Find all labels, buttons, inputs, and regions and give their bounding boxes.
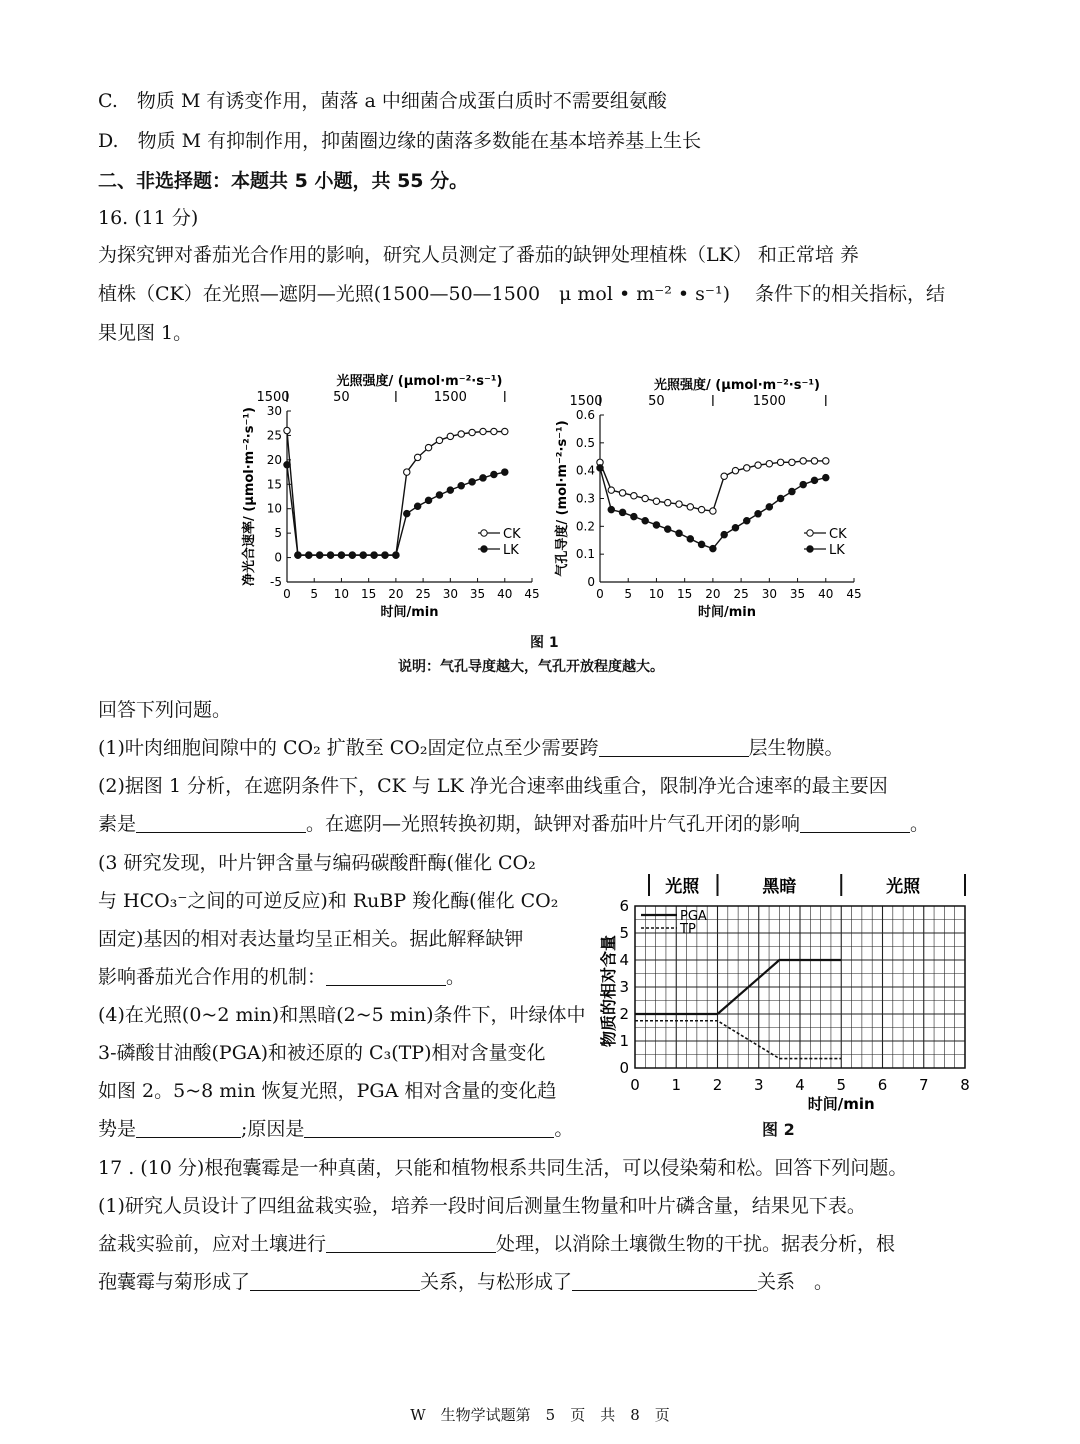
legend-label-ck: CK xyxy=(829,527,847,542)
q16-part4-line4 xyxy=(98,1116,573,1142)
x-tick-label: 15 xyxy=(361,587,377,601)
q17-line4-text-a: 孢囊霉与菊形成了 xyxy=(98,1271,251,1293)
data-point-ck xyxy=(777,459,783,465)
data-point-ck xyxy=(458,431,464,437)
q16-part2-blank2[interactable] xyxy=(800,812,910,833)
x-tick-label: 5 xyxy=(836,1076,847,1094)
y-tick-label: 0.2 xyxy=(575,519,595,534)
x-tick-label: 35 xyxy=(469,587,486,601)
data-point-lk xyxy=(687,536,693,542)
data-point-ck xyxy=(631,493,637,499)
legend-marker xyxy=(481,530,487,536)
y-tick-label: 15 xyxy=(266,477,282,492)
data-point-ck xyxy=(676,501,682,507)
data-point-ck xyxy=(436,437,442,443)
y-axis-label: 气孔导度/ (mol·m⁻²·s⁻¹) xyxy=(555,420,570,577)
y-tick-label: 0.3 xyxy=(575,491,595,506)
q16-part2-text-a: 素是 xyxy=(98,813,137,835)
data-point-lk xyxy=(789,488,795,494)
data-point-lk xyxy=(316,552,322,558)
data-point-lk xyxy=(382,552,388,558)
q16-part4-line3: 如图 2。5~8 min 恢复光照，PGA 相对含量的变化趋 xyxy=(98,1080,557,1102)
y-tick-label: 0 xyxy=(587,575,595,589)
data-point-lk xyxy=(823,474,829,480)
data-point-ck xyxy=(744,465,750,471)
data-point-lk xyxy=(619,509,625,515)
option-c: C. 物质 M 有诱变作用，菌落 a 中细菌合成蛋白质时不需要组氨酸 xyxy=(98,90,667,112)
data-point-lk xyxy=(642,518,648,524)
q17-blank3[interactable] xyxy=(572,1270,757,1291)
legend-label-lk: LK xyxy=(829,543,845,558)
q16-part4-text-a: 势是 xyxy=(98,1118,137,1140)
x-tick-label: 25 xyxy=(415,587,431,601)
q16-part4-line1: (4)在光照(0~2 min)和黑暗(2~5 min)条件下，叶绿体中 xyxy=(98,1004,586,1026)
x-tick-label: 7 xyxy=(918,1076,929,1094)
q17-line4-text-c: 关系 。 xyxy=(757,1271,834,1293)
data-point-ck xyxy=(414,454,420,460)
data-point-lk xyxy=(800,481,806,487)
q16-part3-blank[interactable] xyxy=(326,965,446,986)
light-intensity-title: 光照强度/ (μmol·m⁻²·s⁻¹) xyxy=(654,378,820,393)
q16-part4-blank2[interactable] xyxy=(304,1117,554,1138)
q16-part2-line1: (2)据图 1 分析，在遮阴条件下，CK 与 LK 净光合速率曲线重合，限制净光合速率的最主要因 xyxy=(98,775,888,797)
data-point-ck xyxy=(755,462,761,468)
y-tick-label: 2 xyxy=(619,1005,629,1023)
x-tick-label: 5 xyxy=(310,587,319,601)
q16-part3-tail: 。 xyxy=(446,966,466,988)
x-tick-label: 30 xyxy=(442,587,458,601)
q16-part4-blank1[interactable] xyxy=(136,1117,241,1138)
y-tick-label: -5 xyxy=(270,575,282,589)
x-tick-label: 20 xyxy=(388,587,404,601)
q16-part3-line3: 固定)基因的相对表达量均呈正相关。据此解释缺钾 xyxy=(98,928,524,950)
phase-label: 光照 xyxy=(665,877,700,897)
q16-part2-text-c: 。 xyxy=(910,813,930,835)
data-point-ck xyxy=(404,469,410,475)
x-tick-label: 20 xyxy=(705,587,721,601)
q17-line4-text-b: 关系，与松形成了 xyxy=(420,1271,573,1293)
y-tick-label: 3 xyxy=(619,978,629,996)
x-tick-label: 0 xyxy=(283,587,291,601)
figure2-caption: 图 2 xyxy=(762,1120,795,1139)
x-tick-label: 10 xyxy=(333,587,350,601)
q16-part3-line1: (3 研究发现，叶片钾含量与编码碳酸酐酶(催化 CO₂ xyxy=(98,852,536,874)
y-tick-label: 0 xyxy=(619,1059,629,1077)
data-point-ck xyxy=(766,461,772,467)
data-point-ck xyxy=(502,428,508,434)
y-tick-label: 0.4 xyxy=(575,463,595,478)
q16-number: 16. (11 分) xyxy=(98,207,199,229)
y-axis-label: 物质的相对含量 xyxy=(599,934,618,1048)
x-tick-label: 10 xyxy=(648,587,665,601)
y-tick-label: 0.5 xyxy=(575,435,595,450)
data-point-lk xyxy=(436,492,442,498)
figure1-left-chart xyxy=(232,365,540,625)
page-footer: W 生物学试题第 5 页 共 8 页 xyxy=(410,1406,670,1424)
data-point-ck xyxy=(447,433,453,439)
data-point-ck xyxy=(721,473,727,479)
x-tick-label: 6 xyxy=(877,1076,888,1094)
q16-part2-blank1[interactable] xyxy=(136,812,306,833)
y-tick-label: 5 xyxy=(619,924,629,942)
x-tick-label: 30 xyxy=(761,587,777,601)
data-point-lk xyxy=(425,497,431,503)
q16-part4-text-b: ;原因是 xyxy=(241,1118,305,1140)
q16-part1-tail: 层生物膜。 xyxy=(748,737,844,759)
y-tick-label: 10 xyxy=(266,501,282,516)
q16-part2-text-b: 。在遮阴—光照转换初期，缺钾对番茄叶片气孔开闭的影响 xyxy=(306,813,801,835)
x-tick-label: 8 xyxy=(960,1076,970,1094)
data-point-lk xyxy=(469,479,475,485)
data-point-ck xyxy=(619,490,625,496)
data-point-lk xyxy=(597,465,603,471)
phase-label: 1500 xyxy=(256,390,290,405)
figure2-chart xyxy=(600,868,980,1113)
x-tick-label: 5 xyxy=(624,587,633,601)
data-point-lk xyxy=(732,525,738,531)
q16-intro-line3: 果见图 1。 xyxy=(98,322,193,344)
phase-label: 1500 xyxy=(433,390,467,405)
data-point-ck xyxy=(469,429,475,435)
data-point-lk xyxy=(665,526,671,532)
q16-part4-text-c: 。 xyxy=(554,1118,574,1140)
x-tick-label: 1 xyxy=(671,1076,682,1094)
data-point-lk xyxy=(458,483,464,489)
data-point-ck xyxy=(789,459,795,465)
q17-line2: (1)研究人员设计了四组盆栽实验，培养一段时间后测量生物量和叶片磷含量，结果见下表。 xyxy=(98,1195,866,1217)
data-point-lk xyxy=(295,552,301,558)
q16-part1-text: (1)叶肉细胞间隙中的 CO₂ 扩散至 CO₂固定位点至少需要跨 xyxy=(98,737,599,759)
data-point-lk xyxy=(755,511,761,517)
phase-label: 50 xyxy=(648,394,665,409)
y-tick-label: 0 xyxy=(274,550,282,565)
data-point-ck xyxy=(800,458,806,464)
data-point-ck xyxy=(811,458,817,464)
legend-label-lk: LK xyxy=(503,543,519,558)
light-intensity-title: 光照强度/ (μmol·m⁻²·s⁻¹) xyxy=(336,374,503,389)
data-point-lk xyxy=(766,504,772,510)
x-tick-label: 2 xyxy=(712,1076,723,1094)
data-point-lk xyxy=(491,471,497,477)
q17-blank1[interactable] xyxy=(326,1232,496,1253)
legend-marker xyxy=(807,546,813,552)
y-tick-label: 5 xyxy=(274,526,282,541)
data-point-lk xyxy=(777,495,783,501)
series-line-ck xyxy=(600,461,826,511)
q17-blank2[interactable] xyxy=(250,1270,420,1291)
y-tick-label: 20 xyxy=(266,452,282,467)
legend-marker xyxy=(481,546,487,552)
legend-label-tp: TP xyxy=(680,922,696,937)
series-line-ck xyxy=(287,431,505,556)
data-point-lk xyxy=(306,552,312,558)
x-tick-label: 4 xyxy=(795,1076,805,1094)
data-point-lk xyxy=(414,503,420,509)
data-point-ck xyxy=(732,467,738,473)
data-point-ck xyxy=(710,508,716,514)
data-point-lk xyxy=(710,545,716,551)
q17-line3-text-a: 盆栽实验前，应对土壤进行 xyxy=(98,1233,327,1255)
x-tick-label: 15 xyxy=(677,587,693,601)
x-tick-label: 45 xyxy=(524,587,540,601)
legend-marker xyxy=(807,530,813,536)
data-point-lk xyxy=(631,513,637,519)
figure1-right-chart xyxy=(548,365,868,625)
data-point-ck xyxy=(653,498,659,504)
section-title: 二、非选择题：本题共 5 小题，共 55 分。 xyxy=(98,170,469,192)
q16-part3-line2: 与 HCO₃⁻之间的可逆反应)和 RuBP 羧化酶(催化 CO₂ xyxy=(98,890,559,912)
q16-part1 xyxy=(98,735,844,761)
data-point-ck xyxy=(687,504,693,510)
data-point-lk xyxy=(653,522,659,528)
q16-intro-line2: 植株（CK）在光照—遮阴—光照(1500—50—1500 μ mol • m⁻² • s⁻¹) 条件下的相关指标，结 xyxy=(98,283,946,305)
x-tick-label: 3 xyxy=(753,1076,764,1094)
legend-label-pga: PGA xyxy=(680,909,707,924)
y-tick-label: 25 xyxy=(266,428,282,443)
x-axis-label: 时间/min xyxy=(380,605,439,620)
q16-part4-line2: 3-磷酸甘油酸(PGA)和被还原的 C₃(TP)相对含量变化 xyxy=(98,1042,546,1064)
q16-part2-line2 xyxy=(98,811,929,837)
data-point-lk xyxy=(338,552,344,558)
q17-line1: 17 . (10 分)根孢囊霉是一种真菌，只能和植物根系共同生活，可以侵染菊和松。回答下列问题。 xyxy=(98,1157,908,1179)
phase-label: 1500 xyxy=(752,394,786,409)
x-tick-label: 0 xyxy=(630,1076,640,1094)
y-tick-label: 30 xyxy=(266,404,282,418)
phase-label: 1500 xyxy=(569,394,603,409)
q16-answer-prompt: 回答下列问题。 xyxy=(98,699,232,721)
q16-part3-text: 影响番茄光合作用的机制： xyxy=(98,966,327,988)
x-tick-label: 40 xyxy=(818,587,834,601)
data-point-ck xyxy=(425,444,431,450)
x-axis-label: 时间/min xyxy=(697,605,757,620)
q16-part3-line4 xyxy=(98,964,465,990)
data-point-lk xyxy=(327,552,333,558)
data-point-ck xyxy=(608,487,614,493)
data-point-lk xyxy=(744,518,750,524)
data-point-lk xyxy=(393,552,399,558)
q17-line3-text-b: 处理，以消除土壤微生物的干扰。据表分析，根 xyxy=(496,1233,896,1255)
data-point-ck xyxy=(665,499,671,505)
x-tick-label: 45 xyxy=(846,587,862,601)
data-point-lk xyxy=(721,531,727,537)
data-point-lk xyxy=(371,552,377,558)
figure1-caption: 图 1 xyxy=(530,635,559,651)
data-point-ck xyxy=(491,428,497,434)
data-point-ck xyxy=(823,458,829,464)
phase-label: 光照 xyxy=(886,877,921,897)
data-point-lk xyxy=(811,477,817,483)
y-tick-label: 6 xyxy=(619,897,629,915)
data-point-lk xyxy=(676,530,682,536)
q16-intro-line1: 为探究钾对番茄光合作用的影响，研究人员测定了番茄的缺钾处理植株（LK） 和正常培 养 xyxy=(98,244,859,266)
phase-label: 50 xyxy=(333,390,350,405)
data-point-lk xyxy=(349,552,355,558)
data-point-ck xyxy=(698,506,704,512)
y-tick-label: 0.6 xyxy=(575,408,595,422)
y-tick-label: 4 xyxy=(619,951,629,969)
x-tick-label: 0 xyxy=(596,587,604,601)
q17-line4 xyxy=(98,1269,833,1295)
data-point-ck xyxy=(284,427,290,433)
data-point-ck xyxy=(480,428,486,434)
y-axis-label: 净光合速率/ (μmol·m⁻²·s⁻¹) xyxy=(242,407,257,586)
y-tick-label: 0.1 xyxy=(575,547,595,562)
data-point-lk xyxy=(447,487,453,493)
x-tick-label: 35 xyxy=(789,587,806,601)
data-point-lk xyxy=(360,552,366,558)
x-tick-label: 40 xyxy=(497,587,513,601)
figure1-note: 说明：气孔导度越大，气孔开放程度越大。 xyxy=(398,659,664,675)
data-point-lk xyxy=(480,475,486,481)
x-tick-label: 25 xyxy=(733,587,749,601)
y-tick-label: 1 xyxy=(619,1032,629,1050)
phase-label: 黑暗 xyxy=(762,877,797,897)
data-point-lk xyxy=(404,510,410,516)
data-point-ck xyxy=(642,495,648,501)
q17-line3 xyxy=(98,1231,895,1257)
data-point-lk xyxy=(284,462,290,468)
legend-label-ck: CK xyxy=(503,527,521,542)
data-point-lk xyxy=(698,541,704,547)
option-d: D. 物质 M 有抑制作用，抑菌圈边缘的菌落多数能在基本培养基上生长 xyxy=(98,130,702,152)
data-point-lk xyxy=(502,469,508,475)
x-axis-label: 时间/min xyxy=(807,1095,875,1113)
q16-part1-blank[interactable] xyxy=(599,736,749,757)
data-point-lk xyxy=(608,506,614,512)
